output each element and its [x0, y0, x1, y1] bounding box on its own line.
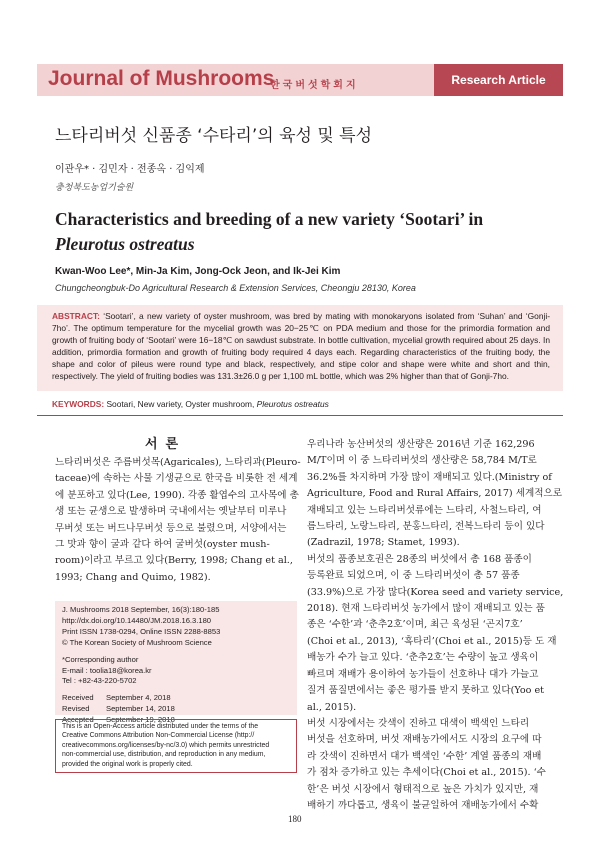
- body-text-line: 가 점차 증가하고 있는 추세이다(Choi et al., 2015). ‘수: [307, 767, 546, 779]
- accepted-date: September 19, 2018: [106, 715, 175, 725]
- right-column-body: [307, 437, 564, 814]
- body-text-line: 1993; Chang and Quimo, 1982).: [55, 571, 211, 583]
- doi-link[interactable]: http://dx.doi.org/10.14480/JM.2018.16.3.180: [62, 615, 212, 625]
- revised-date: September 14, 2018: [106, 704, 175, 714]
- title-korean: 느타리버섯 신품종 ‘수타리’의 육성 및 특성: [55, 126, 373, 146]
- body-text-line: 종은 ‘수한’과 ‘춘추2호’이며, 최근 육성된 ‘곤지7호’: [307, 619, 523, 631]
- keywords-species: Pleurotus ostreatus: [256, 399, 329, 409]
- body-text-line: 버섯 시장에서는 갓색이 진하고 대색이 백색인 느타리: [307, 717, 530, 729]
- body-text-line: (Choi et al., 2013), ‘흑타리’(Choi et al., 2015)등 도 재: [307, 635, 557, 647]
- keywords-text: Sootari, New variety, Oyster mushroom,: [106, 399, 255, 409]
- abstract-text: ‘Sootari’, a new variety of oyster mushroom, was bred by mating with monokaryons isolated from ‘Suhan’ and ‘Gonji-7ho’. The optimum temperature for the mycelial growth was 20−25℃ on PDA medium and those for the primordia formation and growth of fruiting body of ‘Sootari’ were 16−18℃ on sawdust substrate. In bottle cultivation, mycelial growth required about 25 days. In addition, primordia formation and growth of fruiting body required 4 days each. Regarding characteristics of the fruiting body, the shape and color of pileus were round type and black, respectively, and stipe color and shape were white and short and thin, respectively. The yield of fruiting bodies was 131.3±26.0 g per 1,100 mL bottle, which was 2% higher than that of Gonji-7ho.: [52, 311, 551, 381]
- body-text-line: taceae)에 속하는 사물 기생균으로 한국을 비롯한 전 세계: [55, 473, 298, 485]
- authors-english: Kwan-Woo Lee*, Min-Ja Kim, Jong-Ock Jeon, and Ik-Jei Kim: [55, 266, 341, 277]
- article-info: [62, 605, 294, 726]
- body-text-line: (Zadrazil, 1978; Stamet, 1993).: [307, 537, 460, 549]
- author-email[interactable]: E-mail : toolia18@korea.kr: [62, 665, 152, 675]
- body-text-line: 36.2%를 차지하며 가장 많이 재배되고 있다.(Ministry of: [307, 471, 552, 483]
- journal-korean-title: 한국버섯학회지: [270, 80, 359, 91]
- body-text-line: al., 2015).: [307, 701, 357, 713]
- body-text-line: 름느타리, 노랑느타리, 분홍느타리, 전복느타리 등이 있다: [307, 521, 545, 533]
- keywords-divider: [37, 415, 563, 416]
- license-text: [62, 722, 292, 769]
- page-number: 180: [288, 814, 302, 824]
- body-text-line: room)이라고 부르고 있다(Berry, 1998; Chang et al.,: [55, 555, 293, 567]
- title-english-species: Pleurotus ostreatus: [55, 234, 195, 254]
- issn: Print ISSN 1738-0294, Online ISSN 2288-8853: [62, 626, 221, 636]
- revised-label: Revised: [62, 704, 90, 714]
- keywords-label: KEYWORDS:: [52, 399, 105, 409]
- received-row: [62, 693, 294, 704]
- affiliation-korean: 충청북도농업기술원: [55, 183, 134, 193]
- body-text-line: 배하기 까다롭고, 생육이 불균일하여 재배농가에서 수확: [307, 799, 539, 811]
- article-type-badge: Research Article: [434, 64, 563, 96]
- body-text-line: 라 갓색이 진하면서 대가 백색인 ‘수한’ 계열 품종의 재배: [307, 750, 542, 762]
- body-text-line: 버섯을 선호하며, 버섯 재배농가에서도 시장의 요구에 따: [307, 734, 542, 746]
- revised-row: [62, 704, 294, 715]
- accepted-label: Accepted: [62, 715, 94, 725]
- body-text-line: 빠르며 재배가 용이하여 농가들이 선호하나 대가 가늘고: [307, 668, 539, 680]
- body-text-line: (33.9%)으로 가장 많다(Korea seed and variety service,: [307, 586, 564, 598]
- authors-korean: 이관우* · 김민자 · 전종옥 · 김익제: [55, 164, 205, 175]
- body-text-line: 한’은 버섯 시장에서 형태적으로 높은 가치가 있지만, 재: [307, 783, 539, 795]
- body-text-line: 배농가 수가 늘고 있다. ‘춘추2호’는 수량이 높고 생육이: [307, 652, 539, 664]
- journal-title: Journal of Mushrooms: [48, 67, 275, 90]
- received-label: Received: [62, 693, 94, 703]
- license-line: This is an Open-Access article distributed under the terms of the: [62, 723, 259, 730]
- citation: J. Mushrooms 2018 September, 16(3):180-185: [62, 605, 220, 614]
- body-text-line: M/T이며 이 중 느타리버섯의 생산량은 58,784 M/T로: [307, 455, 537, 467]
- license-line: creativecommons.org/licenses/by-nc/3.0) which permits unrestricted: [62, 741, 270, 749]
- received-date: September 4, 2018: [106, 693, 171, 703]
- body-text-line: 그 맛과 향이 굴과 같다 하여 굴버섯(oyster mush-: [55, 539, 270, 551]
- body-text-line: 등록완료 되었으며, 이 중 느타리버섯이 총 57 품종: [307, 570, 520, 582]
- body-text-line: Agriculture, Food and Rural Affairs, 2017) 세계적으로: [307, 488, 563, 500]
- body-text-line: 느타리버섯은 주름버섯목(Agaricales), 느타리과(Pleuro-: [55, 457, 301, 468]
- license-line: provided the original work is properly cited.: [62, 760, 193, 768]
- license-line: non-commercial use, distribution, and reproduction in any medium,: [62, 751, 266, 759]
- body-text-line: 생 또는 균생으로 발생하며 국내에서는 옛날부터 미루나: [55, 506, 287, 518]
- body-text-line: 재배되고 있는 느타리버섯류에는 느타리, 사철느타리, 여: [307, 504, 542, 516]
- body-text-line: 2018). 현재 느타리버섯 농가에서 많이 재배되고 있는 품: [307, 603, 545, 615]
- copyright: © The Korean Society of Mushroom Science: [62, 637, 212, 647]
- affiliation-english: Chungcheongbuk-Do Agricultural Research & Extension Services, Cheongju 28130, Korea: [55, 283, 416, 293]
- title-english: [55, 207, 545, 257]
- corresponding-author-label: *Corresponding author: [62, 654, 139, 664]
- left-column-body: [55, 455, 301, 586]
- body-text-line: 무버섯 또는 버드나무버섯 등으로 불렸으며, 서양에서는: [55, 522, 287, 534]
- body-text-line: 에 분포하고 있다(Lee, 1990). 각종 활엽수의 고사목에 총: [55, 489, 299, 501]
- keywords: [52, 399, 550, 409]
- abstract: [52, 311, 550, 382]
- section-heading-introduction: 서론: [145, 437, 187, 452]
- body-text-line: 우리나라 농산버섯의 생산량은 2016년 기준 162,296: [307, 439, 535, 450]
- license-line: Creative Commons Attribution Non-Commercial License (http://: [62, 732, 255, 740]
- title-english-main: Characteristics and breeding of a new variety ‘Sootari’ in: [55, 209, 484, 229]
- author-phone: Tel : +82-43-220-5702: [62, 676, 137, 686]
- abstract-label: ABSTRACT:: [52, 311, 100, 321]
- body-text-line: 질겨 품질면에서는 좋은 평가를 받지 못하고 있다(Yoo et: [307, 685, 545, 697]
- body-text-line: 버섯의 품종보호권은 28종의 버섯에서 총 168 품종이: [307, 553, 532, 565]
